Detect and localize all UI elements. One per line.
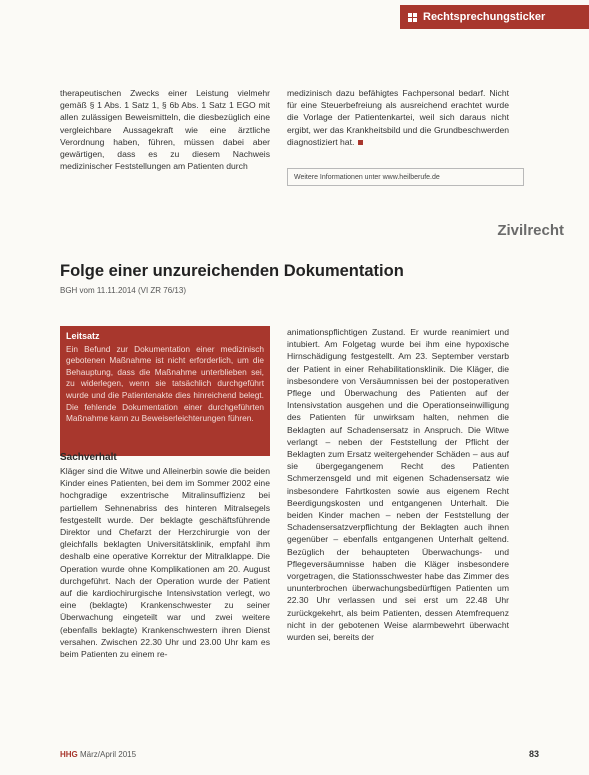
end-mark-icon [358, 140, 363, 145]
article-citation: BGH vom 11.11.2014 (VI ZR 76/13) [60, 286, 186, 295]
top-right-text [287, 87, 509, 148]
section-icon [408, 13, 417, 22]
footer-journal: HHG [60, 750, 78, 759]
section-tab-label: Rechtsprechungsticker [423, 11, 546, 23]
body-left-column: Kläger sind die Witwe und Alleinerbin sowie die beiden Kinder eines Patienten, bei dem im Sommer 2002 eine hochgradige exzentrische Mitralinsuffizienz bei partiellem Sehnenabriss des hinteren Mitralsegels festgestellt wurde. Der beklagte geschäftsführende Direktor und Chefarzt der Herzchirurgie von der gleichfalls beklagten Universitätsklinik, empfahl ihm deshalb eine operative Korrektur der Mitralklappe. Die Operation wurde ohne Komplikationen am 20. August durchgeführt. Nach der Operation wurde der Patient auf die kardiochirurgische Intensivstation verlegt, wo eine (beklagte) Krankenschwester zu seiner Überwachung eingeteilt war und zwei weitere (ebenfalls beklagte) Krankenschwestern ihren Dienst versahen. Zwischen 22.30 Uhr und 23.00 Uhr kam es beim Patienten zu einem re- [60, 466, 270, 660]
section-label: Zivilrecht [497, 222, 564, 239]
top-left-text: therapeutischen Zwecks einer Leistung vielmehr gemäß § 1 Abs. 1 Satz 1, § 6b Abs. 1 Satz 1 EGO mit allen zulässigen Beweismitteln, die diesbezüglich eine vergleichbare Aussagekraft wie eine ärztliche Verordnung haben, führen, müssen dabei aber gewärtigen, dass es zu diesem Nachweis medizinischer Feststellungen am Patienten durch [60, 88, 270, 172]
leitsatz-text: Ein Befund zur Dokumentation einer medizinisch gebotenen Maßnahme ist nicht erforderlich, um die Behauptung, dass die Maßnahme unterblieben sei, zu widerlegen, wenn sie tatsächlich durchgeführt wurde und die Patientenakte dies hinreichend belegt. Die fehlende Dokumentation einer durchgeführten Maßnahme kann zu Beweiserleichterungen führen. [66, 343, 264, 424]
section-tab [400, 5, 589, 29]
leitsatz-box [60, 326, 270, 456]
body-right-column: animationspflichtigen Zustand. Er wurde reanimiert und intubiert. Am Folgetag wurde bei ihm eine hypoxische Hirnschädigung festgestellt. Am 23. September verstarb der Patient in einer Rehabilitationsklinik. Die Kläger, die insbesondere von Versäumnissen bei der postoperativen Pflege und Überwachung des Patienten auf der Intensivstation ausgehen und die Operationseinwilligung des Patienten für unwirksam halten, nehmen die Beklagten auf Schadensersatz in Anspruch. Die Witwe verlangt – neben der Feststellung der Pflicht der Beklagten zum Ersatz weitergehender Schäden – aus auf sie übergegangenem Recht des Patienten Schmerzensgeld und mit eigenen Schadensersatz wie insbesondere Fahrtkosten sowie aus eigenem Recht Beerdigungskosten und entgangenen Unterhalt. Die beiden Kinder machen – neben der Feststellung der Schadensersatzverpflichtung der Beklagten auch ihnen gegenüber – ebenfalls entgangenen Unterhalt geltend. Bezüglich der behaupteten Überwachungs- und Pflegeversäumnisse haben die Kläger insbesondere vorgetragen, die Stationsschwester habe das Zimmer des ununterbrochen überwachungsbedürftigen Patienten um 22.30 Uhr verlassen und sei erst um 22.48 Uhr zurückgekehrt, als beim Patienten, dessen Atemfrequenz nicht in der gebotenen Weise alarmbewehrt überwacht wurden sei, bereits der [287, 327, 509, 643]
sachverhalt-heading: Sachverhalt [60, 452, 117, 463]
leitsatz-title: Leitsatz [66, 331, 100, 341]
top-right-text-content: medizinisch dazu befähigtes Fachpersonal bedarf. Nicht für eine Steuerbefreiung als ausreichend erachtet wurde die Vorlage der Patientenkartei, weil sich daraus nicht ergibt, wer das Krankheitsbild und die Grundbeschwerden diagnostiziert hat. [287, 88, 509, 147]
page-number: 83 [528, 749, 539, 759]
footer-issue-date: März/April 2015 [80, 750, 137, 759]
info-box: Weitere Informationen unter www.heilberufe.de [287, 168, 524, 186]
article-headline: Folge einer unzureichenden Dokumentation [60, 262, 404, 280]
footer-issue [60, 750, 136, 759]
